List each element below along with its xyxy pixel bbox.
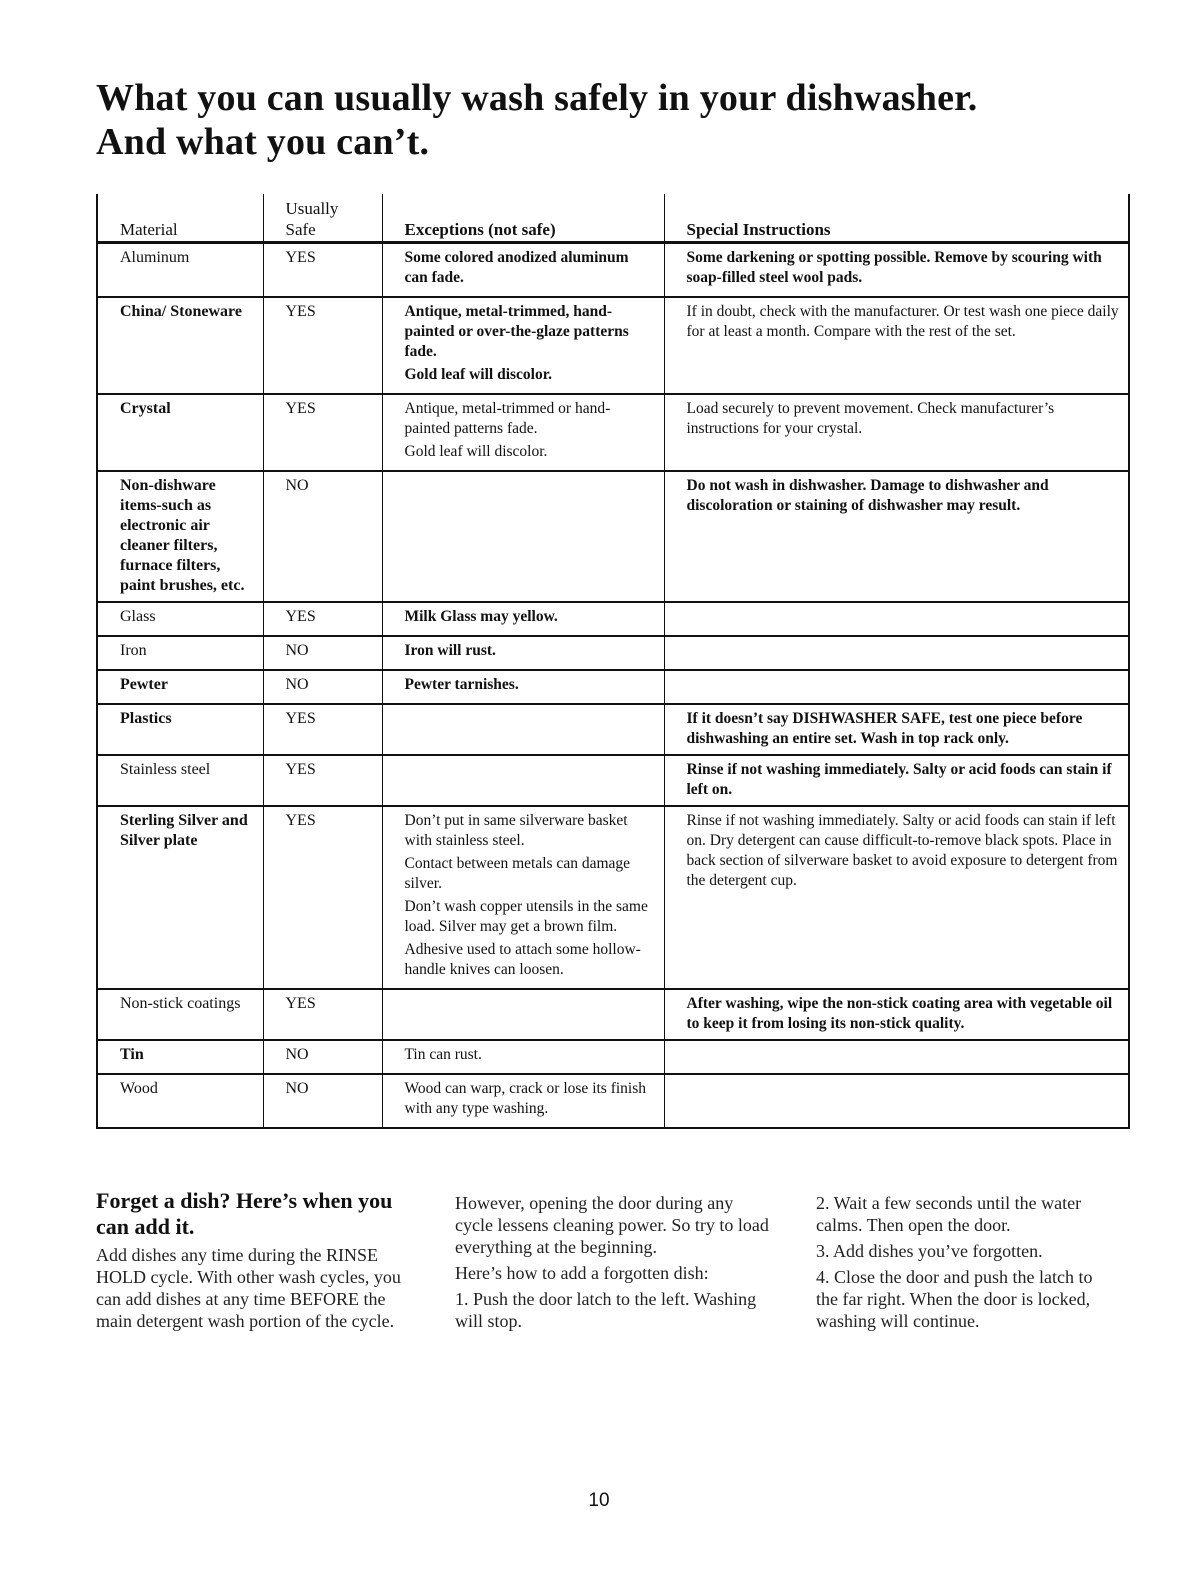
exception-line: Some colored anodized aluminum can fade. xyxy=(404,249,629,286)
forgot-dish-step-4: 4. Close the door and push the latch to the far right. When the door is locked, washing will continue. xyxy=(816,1267,1093,1331)
cell-special-instructions: Load securely to prevent movement. Check manufacturer’s instructions for your crystal. xyxy=(664,394,1128,471)
cell-exceptions xyxy=(382,755,664,806)
table-row xyxy=(98,602,1128,636)
cell-usually-safe: NO xyxy=(263,670,382,704)
cell-exceptions xyxy=(382,989,664,1040)
forgot-dish-howto: Here’s how to add a forgotten dish: xyxy=(455,1263,709,1283)
header-safe-line2: Safe xyxy=(285,220,316,239)
cell-material: Plastics xyxy=(98,704,263,755)
table-row xyxy=(98,243,1128,298)
forgot-dish-step-3: 3. Add dishes you’ve forgotten. xyxy=(816,1241,1043,1261)
cell-exceptions xyxy=(382,602,664,636)
table-row xyxy=(98,394,1128,471)
page-title xyxy=(96,76,1096,164)
exception-line: Pewter tarnishes. xyxy=(404,676,519,693)
cell-material: Crystal xyxy=(98,394,263,471)
cell-material: Sterling Silver and Silver plate xyxy=(98,806,263,989)
cell-special-instructions xyxy=(664,670,1128,704)
cell-exceptions xyxy=(382,704,664,755)
cell-usually-safe: YES xyxy=(263,806,382,989)
header-instructions: Special Instructions xyxy=(664,194,1128,243)
page-number: 10 xyxy=(588,1490,610,1511)
cell-special-instructions xyxy=(664,602,1128,636)
header-material: Material xyxy=(98,194,263,243)
cell-usually-safe: YES xyxy=(263,243,382,298)
table-row xyxy=(98,704,1128,755)
cell-special-instructions: If in doubt, check with the manufacturer. Or test wash one piece daily for at least a month. Compare with the rest of the set. xyxy=(664,297,1128,394)
title-line-2: And what you can’t. xyxy=(96,121,430,163)
forgot-dish-step-1: 1. Push the door latch to the left. Washing will stop. xyxy=(455,1289,757,1331)
table-row xyxy=(98,1074,1128,1128)
forgot-dish-intro: Add dishes any time during the RINSE HOLD cycle. With other wash cycles, you can add dishes at any time BEFORE the main detergent wash portion of the cycle. xyxy=(96,1245,401,1331)
cell-special-instructions xyxy=(664,1040,1128,1074)
cell-usually-safe: NO xyxy=(263,471,382,602)
cell-special-instructions: Rinse if not washing immediately. Salty or acid foods can stain if left on. Dry detergent can cause difficult-to-remove black spots. Place in back section of silverware basket to avoid exposure to detergent from the detergent cup. xyxy=(664,806,1128,989)
cell-usually-safe: YES xyxy=(263,989,382,1040)
cell-special-instructions xyxy=(664,636,1128,670)
cell-exceptions xyxy=(382,670,664,704)
cell-usually-safe: YES xyxy=(263,704,382,755)
table-row xyxy=(98,1040,1128,1074)
exception-line: Gold leaf will discolor. xyxy=(404,443,548,460)
header-safe-line1: Usually xyxy=(285,199,339,218)
table-row xyxy=(98,297,1128,394)
table-row xyxy=(98,670,1128,704)
cell-usually-safe: YES xyxy=(263,394,382,471)
forgot-dish-column-1 xyxy=(96,1188,406,1336)
table-row xyxy=(98,755,1128,806)
cell-usually-safe: YES xyxy=(263,755,382,806)
exception-line: Milk Glass may yellow. xyxy=(404,608,558,625)
cell-material: Stainless steel xyxy=(98,755,263,806)
cell-special-instructions: Some darkening or spotting possible. Remove by scouring with soap-filled steel wool pads. xyxy=(664,243,1128,298)
forgot-dish-column-3 xyxy=(816,1192,1116,1336)
dishwasher-safety-table xyxy=(98,194,1128,1129)
exception-line: Contact between metals can damage silver. xyxy=(404,855,631,892)
forgot-dish-column-2 xyxy=(455,1192,775,1336)
dishwasher-safety-table-frame xyxy=(96,194,1130,1129)
cell-special-instructions xyxy=(664,1074,1128,1128)
cell-usually-safe: NO xyxy=(263,1040,382,1074)
forgot-dish-heading: Forget a dish? Here’s when you can add it. xyxy=(96,1188,393,1239)
cell-material: Glass xyxy=(98,602,263,636)
cell-exceptions xyxy=(382,243,664,298)
cell-material: Non-dishware items-such as electronic air cleaner filters, furnace filters, paint brushes, etc. xyxy=(98,471,263,602)
exception-line: Iron will rust. xyxy=(404,642,496,659)
title-line-1: What you can usually wash safely in your dishwasher. xyxy=(96,77,978,119)
forgot-dish-step-2: 2. Wait a few seconds until the water calms. Then open the door. xyxy=(816,1193,1082,1235)
cell-usually-safe: NO xyxy=(263,1074,382,1128)
cell-material: Iron xyxy=(98,636,263,670)
exception-line: Antique, metal-trimmed or hand-painted patterns fade. xyxy=(404,400,611,437)
exception-line: Wood can warp, crack or lose its finish with any type washing. xyxy=(404,1080,647,1117)
cell-exceptions xyxy=(382,394,664,471)
exception-line: Adhesive used to attach some hollow-handle knives can loosen. xyxy=(404,941,641,978)
exception-line: Don’t wash copper utensils in the same load. Silver may get a brown film. xyxy=(404,898,648,935)
cell-exceptions xyxy=(382,471,664,602)
table-row xyxy=(98,989,1128,1040)
cell-special-instructions: Do not wash in dishwasher. Damage to dishwasher and discoloration or staining of dishwasher may result. xyxy=(664,471,1128,602)
header-safe xyxy=(263,194,382,243)
cell-usually-safe: YES xyxy=(263,297,382,394)
cell-usually-safe: YES xyxy=(263,602,382,636)
cell-material: Aluminum xyxy=(98,243,263,298)
cell-exceptions xyxy=(382,1074,664,1128)
table-row xyxy=(98,806,1128,989)
exception-line: Gold leaf will discolor. xyxy=(404,366,553,383)
cell-exceptions xyxy=(382,297,664,394)
cell-special-instructions: If it doesn’t say DISHWASHER SAFE, test one piece before dishwashing an entire set. Wash in top rack only. xyxy=(664,704,1128,755)
header-exceptions: Exceptions (not safe) xyxy=(382,194,664,243)
cell-exceptions xyxy=(382,1040,664,1074)
cell-special-instructions: Rinse if not washing immediately. Salty or acid foods can stain if left on. xyxy=(664,755,1128,806)
cell-exceptions xyxy=(382,636,664,670)
table-row xyxy=(98,471,1128,602)
table-header-row xyxy=(98,194,1128,243)
cell-material: Non-stick coatings xyxy=(98,989,263,1040)
forgot-dish-warning: However, opening the door during any cycle lessens cleaning power. So try to load everything at the beginning. xyxy=(455,1193,769,1257)
table-row xyxy=(98,636,1128,670)
cell-material: Tin xyxy=(98,1040,263,1074)
cell-exceptions xyxy=(382,806,664,989)
exception-line: Antique, metal-trimmed, hand-painted or over-the-glaze patterns fade. xyxy=(404,303,629,360)
exception-line: Don’t put in same silverware basket with stainless steel. xyxy=(404,812,628,849)
cell-material: Wood xyxy=(98,1074,263,1128)
cell-special-instructions: After washing, wipe the non-stick coating area with vegetable oil to keep it from losing its non-stick quality. xyxy=(664,989,1128,1040)
cell-usually-safe: NO xyxy=(263,636,382,670)
cell-material: China/ Stoneware xyxy=(98,297,263,394)
cell-material: Pewter xyxy=(98,670,263,704)
exception-line: Tin can rust. xyxy=(404,1046,482,1063)
